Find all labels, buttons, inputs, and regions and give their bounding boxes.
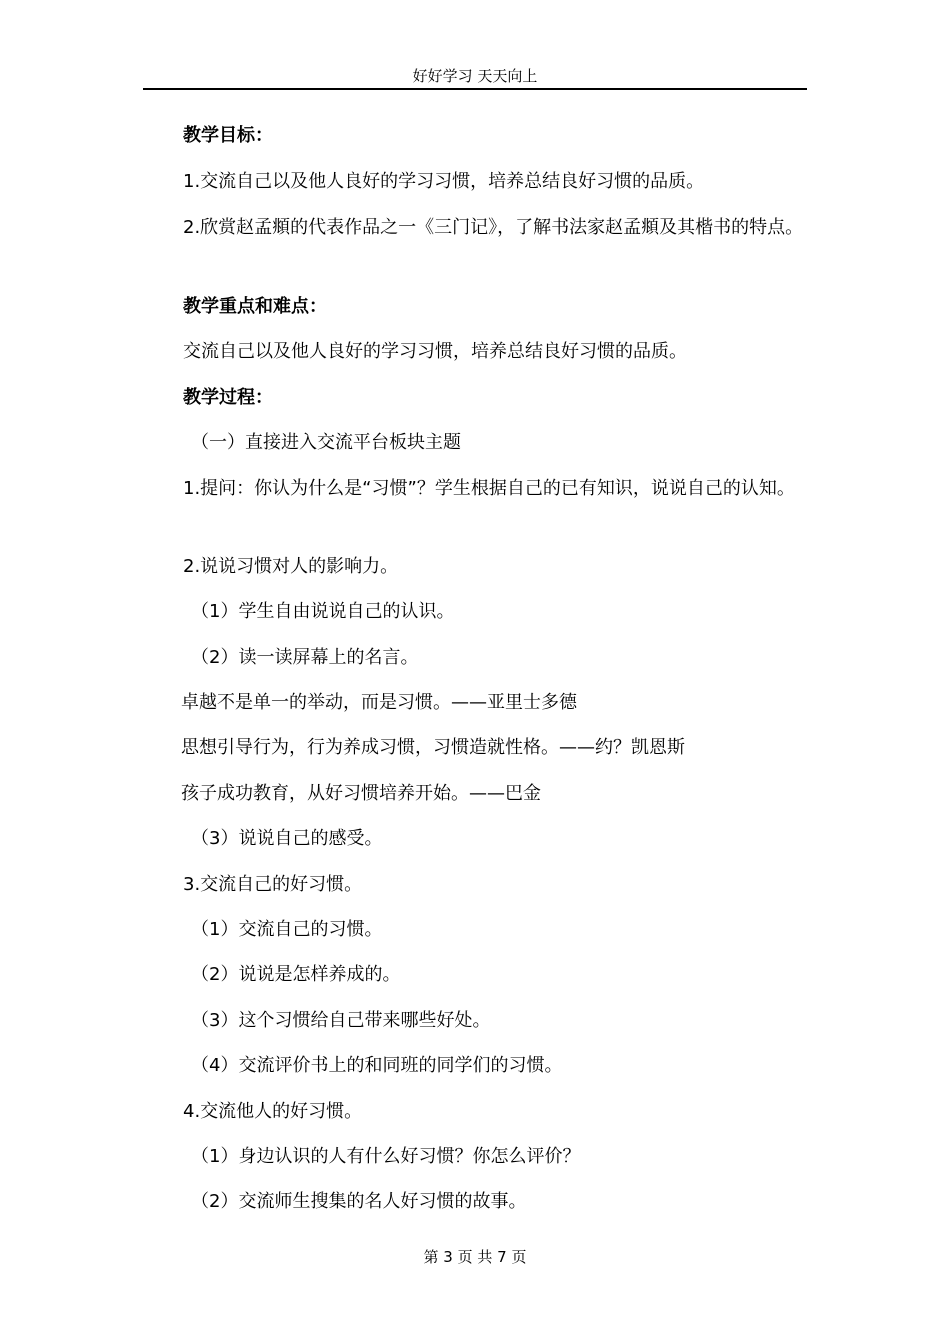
goal-2: 2.欣赏赵孟頫的代表作品之一《三门记》，了解书法家赵孟頫及其楷书的特点。 (183, 217, 804, 238)
quote-1: 卓越不是单一的举动，而是习惯。——亚里士多德 (181, 692, 577, 713)
page-footer: 第 3 页 共 7 页 (423, 1248, 527, 1266)
question-4: 4.交流他人的好习惯。 (183, 1101, 363, 1122)
question-4-item-2: （2）交流师生搜集的名人好习惯的故事。 (191, 1191, 527, 1212)
question-3-item-4: （4）交流评价书上的和同班的同学们的习惯。 (191, 1055, 563, 1076)
question-3-item-3: （3）这个习惯给自己带来哪些好处。 (191, 1010, 491, 1031)
question-2-item-2: （2）读一读屏幕上的名言。 (191, 647, 419, 668)
header-rule (143, 88, 807, 90)
question-1: 1.提问：你认为什么是“习惯”？学生根据自己的已有知识，说说自己的认知。 (183, 478, 795, 499)
question-2-item-3: （3）说说自己的感受。 (191, 828, 383, 849)
question-3-item-2: （2）说说是怎样养成的。 (191, 964, 401, 985)
key-points-text: 交流自己以及他人良好的学习习惯，培养总结良好习惯的品质。 (183, 341, 687, 362)
section-1-title: （一）直接进入交流平台板块主题 (191, 432, 461, 453)
question-2: 2.说说习惯对人的影响力。 (183, 556, 399, 577)
question-3-item-1: （1）交流自己的习惯。 (191, 919, 383, 940)
goal-1: 1.交流自己以及他人良好的学习习惯，培养总结良好习惯的品质。 (183, 171, 705, 192)
question-3: 3.交流自己的好习惯。 (183, 874, 363, 895)
goals-heading: 教学目标： (183, 125, 273, 146)
process-heading: 教学过程： (183, 387, 273, 408)
page-header: 好好学习 天天向上 (412, 67, 538, 85)
key-points-heading: 教学重点和难点： (183, 296, 327, 317)
quote-3: 孩子成功教育，从好习惯培养开始。——巴金 (181, 783, 541, 804)
question-4-item-1: （1）身边认识的人有什么好习惯？你怎么评价？ (191, 1146, 581, 1167)
question-2-item-1: （1）学生自由说说自己的认识。 (191, 601, 455, 622)
quote-2: 思想引导行为，行为养成习惯，习惯造就性格。——约？凯恩斯 (181, 737, 685, 758)
